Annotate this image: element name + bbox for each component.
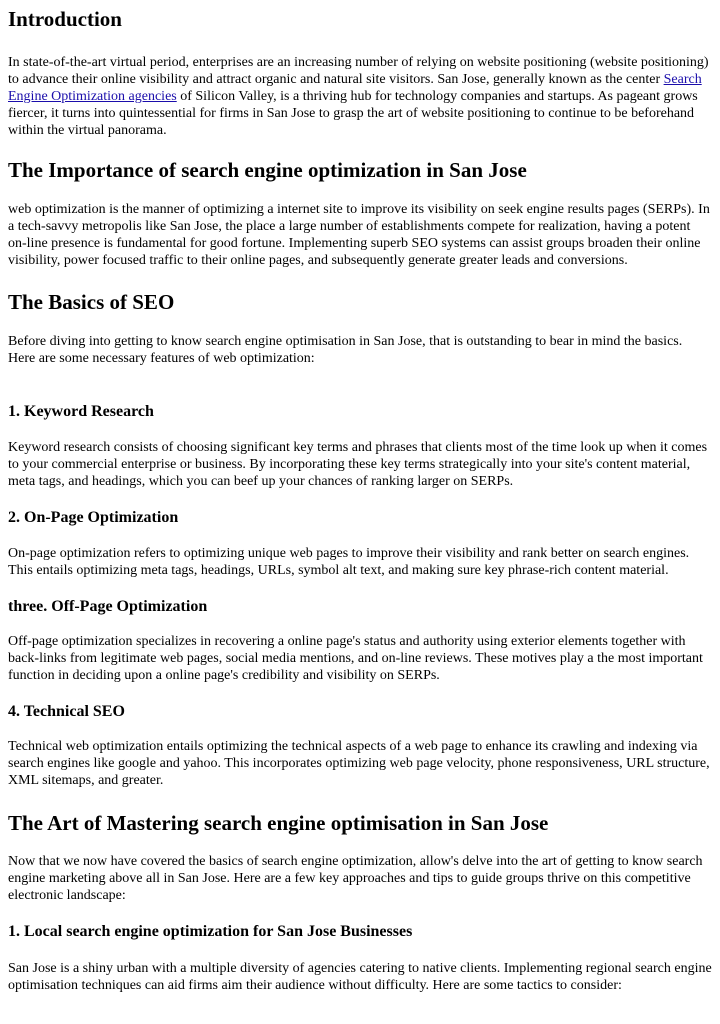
local-seo-heading: 1. Local search engine optimization for San Jose Businesses [8,923,413,940]
seo-agencies-link[interactable]: Search Engine Optimization agencies [8,72,702,104]
article [0,6,720,994]
basics-paragraph: Before diving into getting to know search engine optimisation in San Jose, that is outstanding to bear in mind the basics. Here are some necessary features of web optimization: [8,334,683,366]
art-heading: The Art of Mastering search engine optimisation in San Jose [8,811,549,835]
local-seo-paragraph: San Jose is a shiny urban with a multiple diversity of agencies catering to native clients. Implementing regional search engine optimisation techniques can aid firms aim their audience without difficulty. Here are some tactics to consider: [8,961,712,993]
intro-text-after-link: of Silicon Valley, is a thriving hub for technology companies and startups. As pageant grows fiercer, it turns into quintessential for firms in San Jose to grasp the art of website positioning to continue to be beforehand within the virtual panorama. [8,89,698,138]
intro-text-before-link: In state-of-the-art virtual period, enterprises are an increasing number of relying on website positioning (website positioning) to advance their online visibility and attract organic and natural site visitors. San Jose, generally known as the center [8,55,709,87]
art-paragraph: Now that we now have covered the basics of search engine optimization, allow's delve into the art of getting to know search engine marketing above all in San Jose. Here are a few key approaches and tips to guide groups thrive on this competitive electronic landscape: [8,854,703,903]
off-page-heading: three. Off-Page Optimization [8,598,208,615]
importance-heading: The Importance of search engine optimization in San Jose [8,158,527,182]
keyword-research-heading: 1. Keyword Research [8,403,154,420]
intro-paragraph [8,54,712,139]
intro-heading: Introduction [8,7,122,31]
keyword-research-paragraph: Keyword research consists of choosing significant key terms and phrases that clients most of the time look up when it comes to your commercial enterprise or business. By incorporating these key terms strategically into your site's content material, meta tags, and headings, which you can beef up your chances of ranking larger on SERPs. [8,440,708,489]
importance-paragraph: web optimization is the manner of optimizing a internet site to improve its visibility on seek engine results pages (SERPs). In a tech-savvy metropolis like San Jose, the place a large number of establishments compete for realization, having a potent on-line presence is fundamental for good fortune. Implementing superb SEO systems can assist groups broaden their online visibility, power focused traffic to their online pages, and subsequently generate greater leads and conversions. [8,202,710,268]
technical-seo-heading: 4. Technical SEO [8,703,125,720]
off-page-paragraph: Off-page optimization specializes in recovering a online page's status and authority using exterior elements together with back-links from legitimate web pages, social media mentions, and on-line reviews. These motives play a the most important function in deciding upon a online page's credibility and visibility on SERPs. [8,634,703,683]
on-page-paragraph: On-page optimization refers to optimizing unique web pages to improve their visibility and rank better on search engines. This entails optimizing meta tags, headings, URLs, symbol alt text, and making sure key phrase-rich content material. [8,546,690,578]
basics-heading: The Basics of SEO [8,290,175,314]
on-page-heading: 2. On-Page Optimization [8,509,179,526]
technical-seo-paragraph: Technical web optimization entails optimizing the technical aspects of a web page to enhance its crawling and indexing via search engines like google and yahoo. This incorporates optimizing web page velocity, phone responsiveness, URL structure, XML sitemaps, and greater. [8,739,710,788]
